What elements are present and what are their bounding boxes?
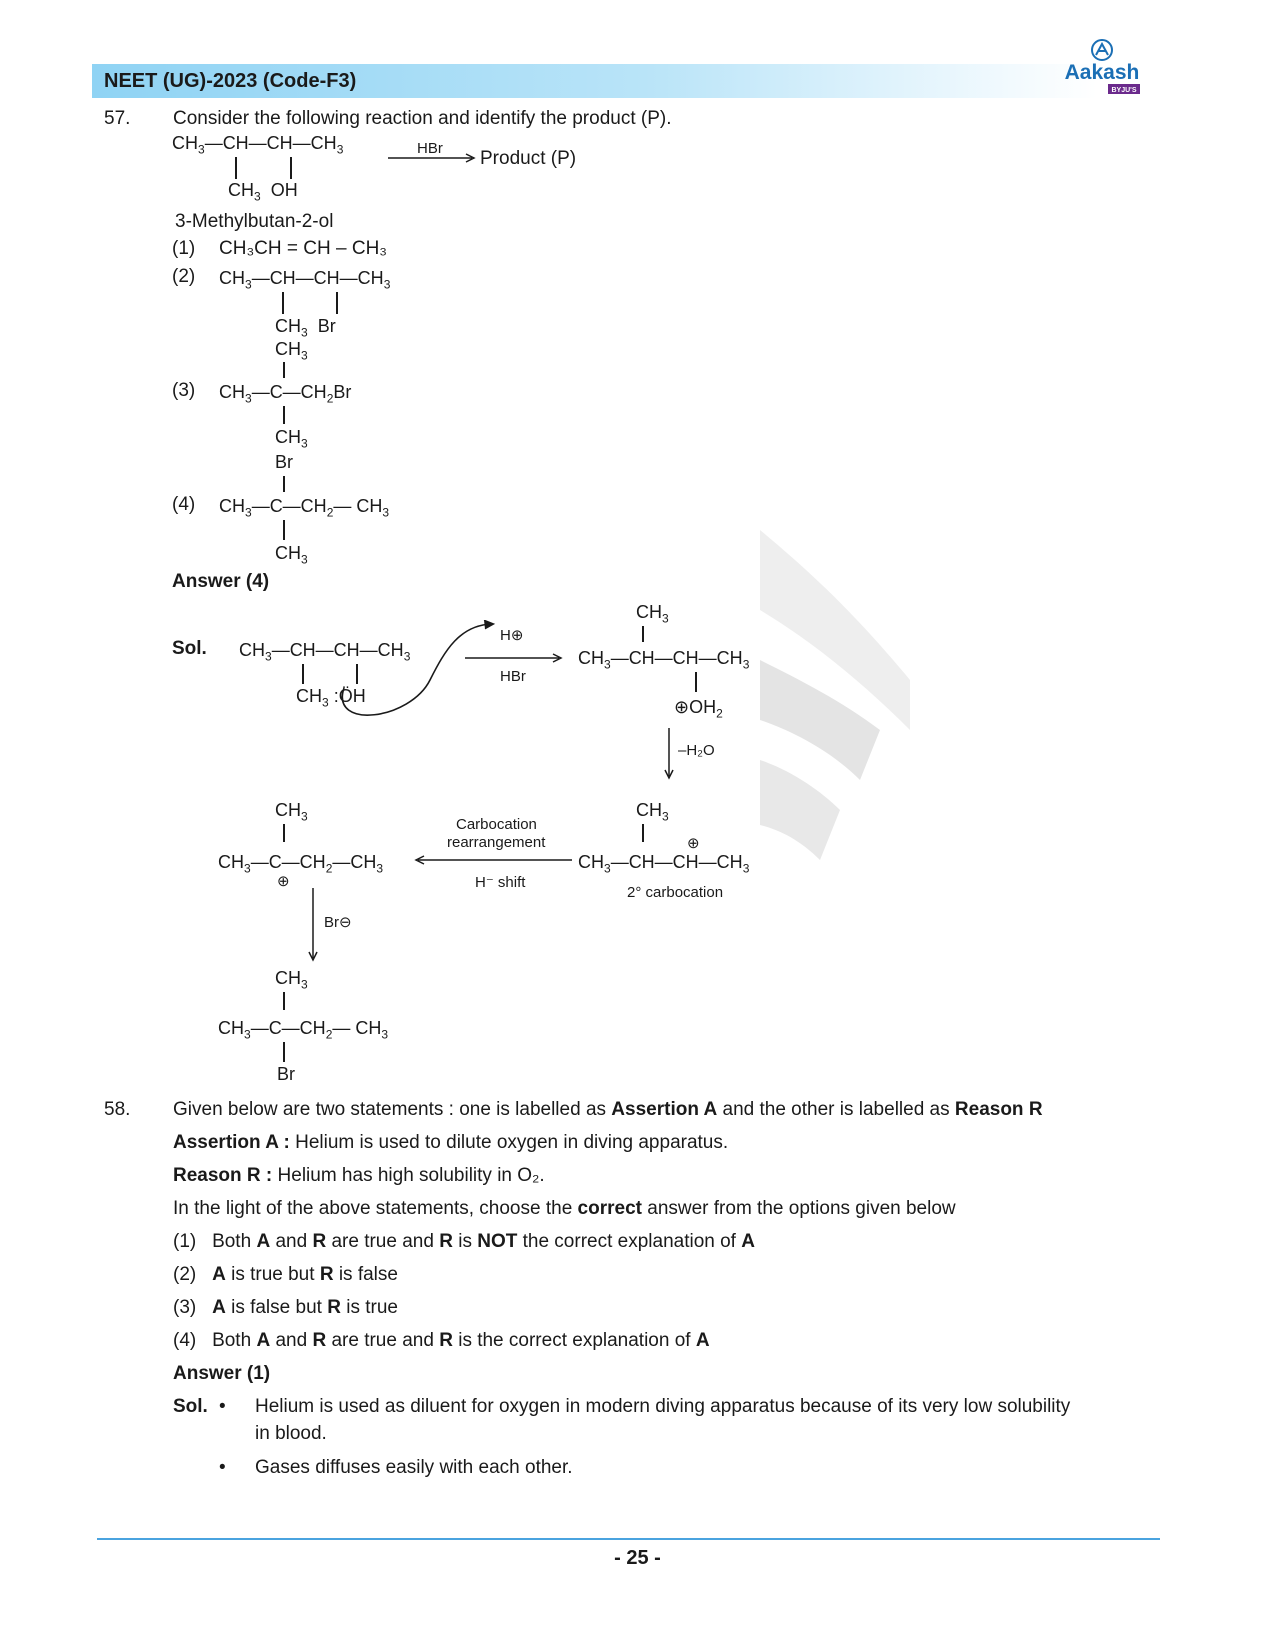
- bond-line: [695, 672, 697, 692]
- q57-opt4-bottom: $CH_3$: [275, 543, 308, 567]
- down-arrow: [306, 888, 320, 962]
- down-arrow: [662, 728, 676, 780]
- bond-line: [283, 824, 285, 842]
- sol-reactant-subs: $CH_3$ :ÖH: [296, 686, 366, 710]
- step1-reagent-top: H⊕: [500, 627, 524, 644]
- q57-compound-name: 3-Methylbutan-2-ol: [175, 211, 334, 232]
- reverse-arrow: [414, 854, 572, 866]
- bullet-icon: •: [219, 1457, 226, 1478]
- q57-opt2-subs: $CH_3$ Br: [275, 316, 336, 340]
- bond-line: [282, 292, 284, 314]
- bond-line: [336, 292, 338, 314]
- watermark: [760, 530, 910, 910]
- bond-line: [283, 1042, 285, 1062]
- q57-opt3-bottom: $CH_3$: [275, 427, 308, 451]
- bond-line: [642, 824, 644, 842]
- electron-push-arrow: [330, 620, 510, 720]
- q58-sol-bullet2: Gases diffuses easily with each other.: [255, 1457, 573, 1478]
- q57-opt4-top: Br: [275, 452, 293, 472]
- q57-question: Consider the following reaction and identify the product (P).: [173, 108, 672, 129]
- sec-carbocation-chain: $CH_3—CH—CH—CH_3$: [578, 852, 750, 876]
- q57-opt3-number: (3): [172, 380, 196, 401]
- bullet-icon: •: [219, 1396, 226, 1417]
- q57-opt2-chain: $CH_3—CH—CH—CH_3$: [219, 268, 391, 292]
- step1-reagent-bottom: HBr: [500, 668, 526, 685]
- sec-carbocation-top: $CH_3$: [636, 800, 669, 824]
- final-product-bottom: Br: [277, 1064, 295, 1084]
- q58-option-1: (1) Both A and R are true and R is NOT the correct explanation of A: [173, 1231, 755, 1252]
- q58-answer: Answer (1): [173, 1363, 271, 1384]
- carbocation-label: 2° carbocation: [627, 884, 724, 901]
- water-loss: –H₂O: [678, 742, 715, 759]
- page-number: - 25 -: [614, 1547, 661, 1569]
- final-product-chain: $CH_3—C—CH_2—$ $CH_3$: [218, 1018, 389, 1042]
- q58-reason: Reason R : Helium has high solubility in O₂.: [173, 1165, 545, 1186]
- q57-product-label: Product (P): [480, 148, 577, 169]
- bond-line: [283, 520, 285, 540]
- bromide-reagent: Br⊖: [324, 914, 352, 931]
- tert-carbocation-chain: $CH_3—C—CH_2—CH_3$: [218, 852, 384, 876]
- q57-opt1-number: (1): [172, 238, 196, 259]
- q57-opt3-top: $CH_3$: [275, 339, 308, 363]
- q58-sol-bullet1-line1: Helium is used as diluent for oxygen in modern diving apparatus because of its very low solubility: [255, 1396, 1071, 1417]
- q58-option-2: (2) A is true but R is false: [173, 1264, 398, 1285]
- q58-instruction: In the light of the above statements, choose the correct answer from the options given below: [173, 1198, 956, 1219]
- protonated-chain: $CH_3—CH—CH—CH_3$: [578, 648, 750, 672]
- reaction-arrow: [465, 652, 565, 664]
- sol-reactant-chain: $CH_3—CH—CH—CH_3$: [239, 640, 411, 664]
- q57-opt3-chain: $CH_3—C—CH_2Br$: [219, 382, 352, 406]
- q58-assertion: Assertion A : Helium is used to dilute oxygen in diving apparatus.: [173, 1132, 729, 1153]
- bond-line: [283, 406, 285, 424]
- q57-sol-label: Sol.: [172, 638, 207, 659]
- q58-intro: Given below are two statements : one is labelled as Assertion A and the other is labelled as Reason R: [173, 1099, 1043, 1120]
- bond-line: [642, 626, 644, 642]
- page-title: NEET (UG)-2023 (Code-F3): [104, 70, 357, 92]
- q57-opt4-chain: $CH_3—C—CH_2—$ $CH_3$: [219, 496, 390, 520]
- bond-line: [283, 992, 285, 1010]
- shift-label-1: Carbocation: [456, 816, 537, 833]
- logo-text: Aakash: [1064, 61, 1140, 84]
- aakash-logo: [1062, 38, 1152, 100]
- q57-reagent: HBr: [417, 140, 443, 157]
- footer-divider: [97, 1538, 1160, 1540]
- tert-carbocation-top: $CH_3$: [275, 800, 308, 824]
- bond-line: [290, 157, 292, 179]
- q57-reactant-subs: $CH_3$ OH: [228, 180, 298, 204]
- protonated-top: $CH_3$: [636, 602, 669, 626]
- bond-line: [283, 362, 285, 378]
- bond-line: [283, 476, 285, 492]
- q58-option-4: (4) Both A and R are true and R is the correct explanation of A: [173, 1330, 710, 1351]
- q57-number: 57.: [104, 108, 131, 129]
- q57-opt2-number: (2): [172, 266, 196, 287]
- q57-answer: Answer (4): [172, 571, 270, 592]
- q57-opt4-number: (4): [172, 494, 196, 515]
- bond-line: [235, 157, 237, 179]
- q57-reactant-chain: $CH_3—CH—CH—CH_3$: [172, 133, 344, 157]
- logo-sub: BYJU'S: [1111, 87, 1137, 94]
- charge-plus: ⊕: [687, 835, 700, 852]
- protonated-oxonium: $\oplus OH_2$: [674, 697, 723, 721]
- final-product-top: $CH_3$: [275, 968, 308, 992]
- shift-label-3: H⁻ shift: [475, 874, 526, 891]
- q58-number: 58.: [104, 1099, 131, 1120]
- q58-sol-label: Sol.: [173, 1396, 208, 1417]
- bond-line: [302, 664, 304, 684]
- q57-opt1-text: CH₃CH = CH – CH₃: [219, 238, 388, 259]
- q58-option-3: (3) A is false but R is true: [173, 1297, 398, 1318]
- q58-sol-bullet1-line2: in blood.: [255, 1423, 327, 1444]
- charge-plus: ⊕: [277, 873, 290, 890]
- shift-label-2: rearrangement: [447, 834, 546, 851]
- reaction-arrow: [388, 152, 478, 164]
